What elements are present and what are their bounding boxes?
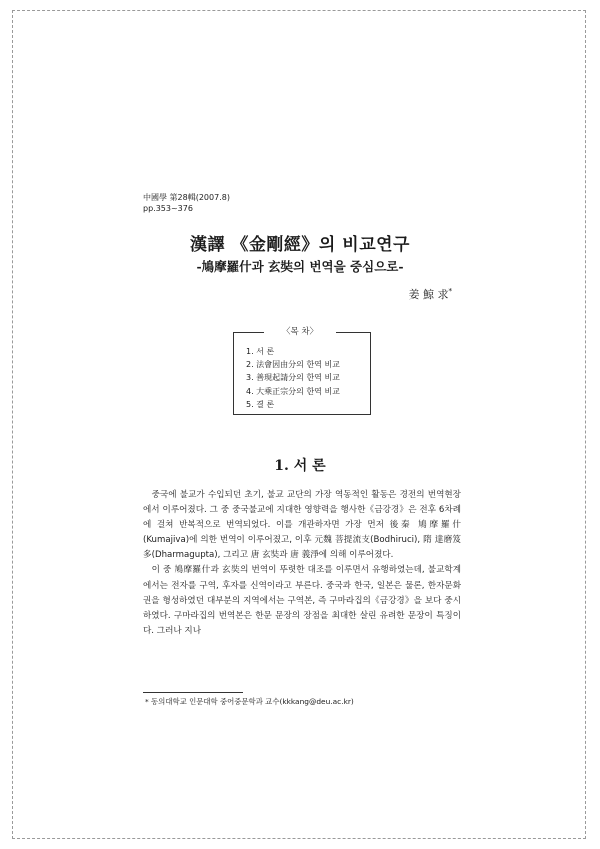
toc-header: 〈목 차〉	[264, 325, 336, 339]
paper-subtitle: -鳩摩羅什과 玄奘의 번역을 중심으로-	[196, 259, 404, 274]
footnote: * 동의대학교 인문대학 중어중문학과 교수(kkkang@deu.ac.kr)	[145, 697, 354, 706]
body-paragraph: 이 중 鳩摩羅什과 玄奘의 번역이 뚜렷한 대조를 이루면서 유행하였는데, 불교학계에서는 전자를 구역, 후자를 신역이라고 부른다. 중국과 한국, 일본은 물론, 한자문화권을 형성하였던 대부분의 지역에서는 구역본, 즉 구마라집의《금강경》을 보다 중시하였다. 구마라집의 번역본은 한문 문장의 장점을 최대한 살린 유려한 문장이 특징이다. 그러나 지나	[143, 565, 461, 636]
toc-item: 2. 法會因由分의 한역 비교	[246, 360, 340, 370]
journal-volume: 中國學 第28輯(2007.8)	[143, 193, 230, 202]
author-footnote-mark: *	[448, 287, 452, 296]
journal-info	[143, 192, 230, 214]
author-name	[409, 286, 453, 302]
toc-item: 4. 大乘正宗分의 한역 비교	[246, 386, 340, 396]
toc-item: 3. 善現起請分의 한역 비교	[246, 373, 340, 383]
paper-title: 漢譯 《金剛經》의 비교연구	[190, 235, 410, 255]
journal-pages: pp.353~376	[143, 204, 193, 213]
footnote-divider	[143, 692, 243, 693]
toc-item: 1. 서 론	[246, 347, 275, 356]
toc-item: 5. 결 론	[246, 399, 275, 409]
author-text: 姜 鯨 求	[408, 288, 449, 301]
body-text	[143, 488, 461, 639]
table-of-contents	[233, 332, 371, 415]
toc-list	[246, 345, 370, 411]
section-heading: 1. 서 론	[274, 458, 326, 474]
body-paragraph: 중국에 불교가 수입되던 초기, 불교 교단의 가장 역동적인 활동은 경전의 번역현장에서 이루어졌다. 그 중 중국불교에 지대한 영향력을 행사한《금강경》은 전후 6차례에 걸쳐 반복적으로 번역되었다. 이를 개관하자면 가장 먼저 後秦 鳩摩羅什(Kumajiva)에 의한 번역이 이루어졌고, 이후 元魏 菩提流支(Bodhiruci), 隋 達磨笈多(Dharmagupta), 그리고 唐 玄奘과 唐 義淨에 의해 이루어졌다.	[143, 490, 461, 561]
page-border	[12, 10, 586, 839]
